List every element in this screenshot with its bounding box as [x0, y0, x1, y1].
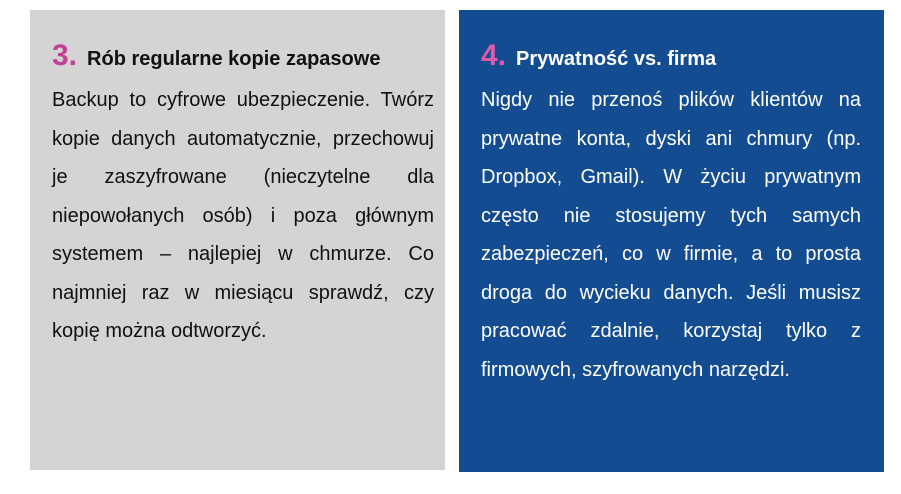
tip-panel-backup — [30, 10, 445, 470]
tip-title: Prywatność vs. firma — [516, 48, 717, 70]
tip-body: Backup to cyfrowe ubezpieczenie. Twórz kopie danych automatycznie, przechowuj je zaszyfrowane (nieczytelne dla niepowołanych osób) i poza głównym systemem – najlepiej w chmurze. Co najmniej raz w miesiącu sprawdź, czy kopię można odtworzyć. — [52, 89, 434, 342]
tip-heading — [52, 38, 425, 77]
tip-heading — [481, 38, 864, 77]
tip-panel-privacy — [459, 10, 884, 472]
tip-body: Nigdy nie przenoś plików klientów na prywatne konta, dyski ani chmury (np. Dropbox, Gmail). W życiu prywatnym często nie stosujemy tych samych zabezpieczeń, co w firmie, a to prosta droga do wycieku danych. Jeśli musisz pracować zdalnie, korzystaj tylko z firmowych, szyfrowanych narzędzi. — [481, 89, 861, 381]
tip-number: 3. — [52, 39, 78, 72]
tip-title: Rób regularne kopie zapasowe — [87, 48, 381, 70]
tip-number: 4. — [481, 39, 507, 72]
